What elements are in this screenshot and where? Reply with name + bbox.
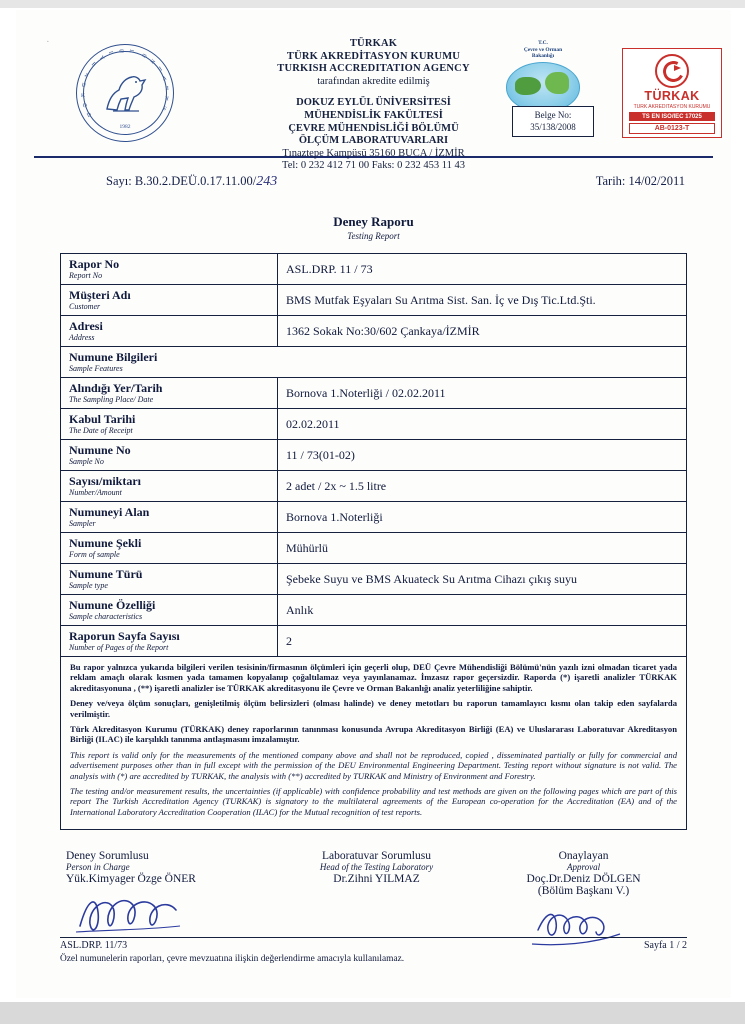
- row-label-en: Number/Amount: [69, 488, 122, 497]
- row-label-en: Sample Features: [69, 364, 123, 373]
- row-label-cell: [61, 564, 278, 595]
- turkak-logo-sub: TURK AKREDITASYON KURUMU: [633, 104, 711, 110]
- signature-role-tr: Laboratuvar Sorumlusu: [322, 850, 431, 863]
- row-label-en: The Sampling Place/ Date: [69, 395, 154, 404]
- row-value-cell: Bornova 1.Noterliği / 02.02.2011: [278, 378, 687, 409]
- row-label-tr: Numune Türü: [69, 567, 143, 581]
- turkak-standard-band: TS EN ISO/IEC 17025: [629, 112, 715, 121]
- row-label-tr: Numune No: [69, 443, 131, 457]
- table-row: [61, 502, 687, 533]
- table-row: [61, 471, 687, 502]
- legal-note-tr-1: Bu rapor yalnızca yukarıda bilgileri verilen tesisinin/firmasının ölçümleri için geçerli olup, DEÜ Çevre Mühendisliği Bölümü'nün yazılı izni olmadan ticaret yada reklam amaçlı olarak kısmen yada tamamen kopyalanıp çoğaltılamaz veya yayınlanamaz. İmzasız rapor geçersizdir. Raporda (*) işaretli analizler TÜRKAK akreditasyonuna , (**) işaretli analizler ise TÜRKAK akreditasyonu ile Çevre ve Orman Bakanlığı analiz yeterliliğine sahiptir.: [70, 662, 677, 693]
- scan-edge-bottom: [0, 1002, 745, 1024]
- row-label-tr: Alındığı Yer/Tarih: [69, 381, 163, 395]
- row-label-tr: Müşteri Adı: [69, 288, 131, 302]
- legal-note-tr-2: Deney ve/veya ölçüm sonuçları, genişletilmiş ölçüm belirsizleri (olması halinde) ve deney metotları bu raporun tamamlayıcı kısmı olan takip eden sayfalarda verilmiştir.: [70, 698, 677, 719]
- signature-role-en: Person in Charge: [66, 862, 130, 873]
- row-value-cell: Şebeke Suyu ve BMS Akuateck Su Arıtma Cihazı çıkış suyu: [278, 564, 687, 595]
- legal-note-en-1: This report is valid only for the measurements of the mentioned company above and shall not be reproduced, copied , disseminated partially or fully for commercial and advertisement purposes other than in full except with the permission of the DEU Environmental Engineering Department. Testing report without signature is not valid. The analysis with (*) are accredited by TURKAK, the analysis with (**) accredited by TURKAK and Ministry of Environment and Forestry.: [70, 749, 677, 781]
- turkak-line-1: TÜRKAK: [349, 38, 398, 49]
- ministry-line-3: Bakanlığı: [531, 53, 555, 60]
- signature-block-approval: [480, 850, 687, 897]
- row-label-cell: [61, 409, 278, 440]
- table-row-section: [61, 347, 687, 378]
- legal-note-block: [60, 657, 687, 830]
- globe-icon: [506, 62, 580, 112]
- certificate-label: Belge No:: [534, 110, 572, 120]
- row-value-cell: 2: [278, 626, 687, 657]
- table-row: [61, 564, 687, 595]
- row-label-en: Sampler: [69, 519, 96, 528]
- table-row: [61, 316, 687, 347]
- reference-number-handwritten: 243: [256, 174, 278, 189]
- table-row: [61, 409, 687, 440]
- row-value-cell: 02.02.2011: [278, 409, 687, 440]
- table-row: [61, 626, 687, 657]
- row-label-cell: [61, 254, 278, 285]
- row-value-cell: 2 adet / 2x ~ 1.5 litre: [278, 471, 687, 502]
- certificate-number-box: [512, 106, 594, 137]
- document-meta: [44, 174, 703, 196]
- signature-name: Doç.Dr.Deniz DÖLGEN: [526, 873, 641, 886]
- document-footer: [60, 937, 687, 964]
- turkak-circle-icon: [655, 54, 689, 88]
- row-label-cell: [61, 316, 278, 347]
- row-value-cell: 11 / 73(01-02): [278, 440, 687, 471]
- ministry-line-1: T.C.: [538, 40, 548, 46]
- row-value-cell: Mühürlü: [278, 533, 687, 564]
- row-label-cell: [61, 626, 278, 657]
- document-header: [34, 22, 713, 172]
- row-value-cell: BMS Mutfak Eşyaları Su Arıtma Sist. San. İç ve Dış Tic.Ltd.Şti.: [278, 285, 687, 316]
- seal-year: 1982: [119, 124, 131, 130]
- row-label-cell: [61, 595, 278, 626]
- row-label-cell: [61, 347, 687, 378]
- seal-ring-text: D O K U Z E Y L Ü L Ü N İ V E R S: [80, 48, 170, 119]
- turkak-accreditation-logo: [622, 48, 722, 138]
- footer-note: Özel numunelerin raporları, çevre mevzuatına ilişkin değerlendirme amacıyla kullanılamaz.: [60, 954, 405, 964]
- row-value-cell: Bornova 1.Noterliği: [278, 502, 687, 533]
- ministry-line-2: Çevre ve Orman: [523, 46, 563, 53]
- turkak-line-4: tarafından akredite edilmiş: [317, 75, 430, 87]
- turkak-line-3: TURKISH ACCREDITATION AGENCY: [277, 63, 470, 75]
- row-label-tr: Kabul Tarihi: [69, 412, 136, 426]
- row-label-en: Sample type: [69, 581, 108, 590]
- footer-page-number: Sayfa 1 / 2: [643, 940, 687, 951]
- institution-phone: Tel: 0 232 412 71 00 Faks: 0 232 453 11 43: [282, 160, 465, 172]
- signature-role-en: Head of the Testing Laboratory: [319, 862, 434, 873]
- table-row: [61, 440, 687, 471]
- institution-line-1: DOKUZ EYLÜL ÜNİVERSİTESİ: [296, 97, 451, 109]
- table-row: [61, 533, 687, 564]
- row-label-tr: Adresi: [69, 319, 103, 333]
- institution-line-3: ÇEVRE MÜHENDİSLİĞİ BÖLÜMÜ: [288, 122, 459, 134]
- scan-edge-top: [0, 0, 745, 8]
- legal-note-tr-3: Türk Akreditasyon Kurumu (TÜRKAK) deney raporlarının tanınması konusunda Avrupa Akreditasyon Birliği (EA) ve Uluslararası Laboratuvar Akreditasyon Birliği (ILAC) ile karşılıklı tanınma antlaşmasını imzalamıştır.: [70, 724, 677, 745]
- report-details-table: [60, 253, 687, 657]
- row-label-en: Number of Pages of the Report: [69, 643, 169, 652]
- table-row: [61, 595, 687, 626]
- row-label-tr: Sayısı/miktarı: [69, 474, 142, 488]
- row-label-cell: [61, 533, 278, 564]
- signature-block-lab-head: [273, 850, 480, 897]
- institution-line-4: ÖLÇÜM LABORATUVARLARI: [298, 135, 449, 147]
- row-label-cell: [61, 502, 278, 533]
- turkak-line-2: TÜRK AKREDİTASYON KURUMU: [286, 50, 461, 62]
- reference-number-label: Sayı: B.30.2.DEÜ.0.17.11.00/: [106, 174, 257, 188]
- row-label-tr: Rapor No: [69, 257, 120, 271]
- row-label-tr: Numune Şekli: [69, 536, 142, 550]
- row-label-en: Sample No: [69, 457, 104, 466]
- row-label-tr: Numune Bilgileri: [69, 350, 158, 364]
- document-sheet: [16, 10, 731, 998]
- handwritten-signature-icon: [74, 890, 194, 940]
- reference-number: [106, 174, 277, 190]
- row-value-cell: Anlık: [278, 595, 687, 626]
- row-label-tr: Numune Özelliği: [69, 598, 156, 612]
- row-value-cell: 1362 Sokak No:30/602 Çankaya/İZMİR: [278, 316, 687, 347]
- institution-line-2: MÜHENDİSLİK FAKÜLTESİ: [304, 109, 443, 121]
- row-label-en: Report No: [69, 271, 103, 280]
- table-row: [61, 285, 687, 316]
- row-label-en: Customer: [69, 302, 101, 311]
- row-label-cell: [61, 471, 278, 502]
- signature-role-tr: Deney Sorumlusu: [66, 850, 149, 863]
- footer-line: [60, 937, 687, 951]
- signature-row: [60, 850, 687, 897]
- row-label-en: The Date of Receipt: [69, 426, 133, 435]
- table-row: [61, 378, 687, 409]
- row-label-tr: Raporun Sayfa Sayısı: [69, 629, 180, 643]
- footer-report-code: ASL.DRP. 11/73: [60, 940, 128, 951]
- page-title-en: Testing Report: [347, 231, 400, 241]
- row-value-cell: ASL.DRP. 11 / 73: [278, 254, 687, 285]
- signature-name: Dr.Zihni YILMAZ: [333, 873, 420, 886]
- scan-corner-mark: ·: [46, 36, 50, 48]
- turkak-logo-word: TÜRKAK: [644, 89, 700, 103]
- signature-role-en: Approval: [566, 862, 601, 873]
- row-label-tr: Numuneyi Alan: [69, 505, 150, 519]
- row-label-cell: [61, 440, 278, 471]
- ministry-logo: [500, 40, 586, 112]
- signature-name: Yük.Kimyager Özge ÖNER: [66, 873, 196, 886]
- page-title: Deney Raporu: [333, 214, 414, 229]
- document-date: Tarih: 14/02/2011: [595, 174, 685, 188]
- row-label-en: Address: [69, 333, 95, 342]
- signature-extra: (Bölüm Başkanı V.): [537, 885, 630, 898]
- institution-address: Tınaztepe Kampüsü 35160 BUCA / İZMİR: [282, 147, 465, 159]
- signature-block-person-in-charge: [60, 850, 273, 897]
- seal-horse-icon: [99, 71, 151, 115]
- signature-role-tr: Onaylayan: [558, 850, 609, 863]
- row-label-en: Form of sample: [69, 550, 120, 559]
- row-label-en: Sample characteristics: [69, 612, 143, 621]
- certificate-value: 35/138/2008: [530, 121, 576, 132]
- legal-note-en-2: The testing and/or measurement results, the uncertainties (if applicable) with confidence probability and test methods are given on the following pages which are part of this report The Turkish Accreditation Agency (TURKAK) is signatory to the multilateral agreements of the European co-operation for the Accreditation (EA) and of the International Laboratory Accreditation Cooperation (ILAC) for the Mutual recognition of test reports.: [70, 786, 677, 817]
- report-details-body: [61, 254, 687, 657]
- university-seal-icon: [76, 44, 174, 142]
- row-label-cell: [61, 285, 278, 316]
- row-label-cell: [61, 378, 278, 409]
- turkak-accreditation-code: AB-0123-T: [629, 123, 715, 134]
- table-row: [61, 254, 687, 285]
